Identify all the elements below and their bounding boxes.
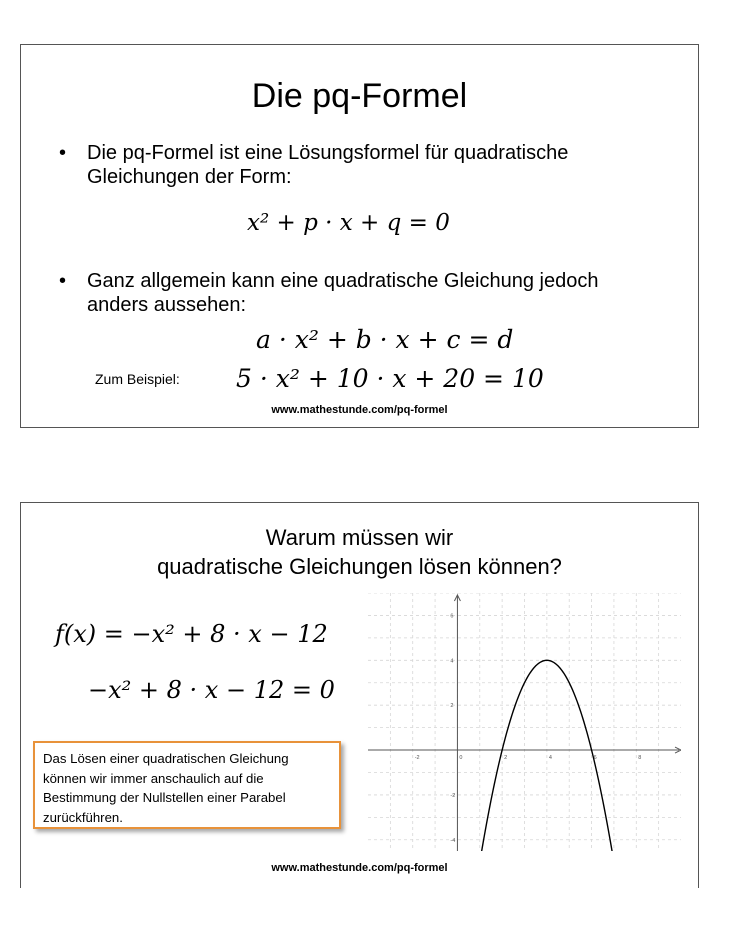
parabola-graph: [368, 593, 681, 851]
equation-text: −x² + 8 · x − 12 = 0: [88, 676, 335, 704]
x-tick-label: 4: [548, 755, 552, 762]
slide1-footer-link[interactable]: www.mathestunde.com/pq-formel: [271, 404, 448, 416]
bullet-general-form: [59, 269, 659, 319]
y-tick-label: 6: [450, 613, 454, 620]
slide-pq-formel: [20, 44, 699, 428]
parabola-chart-svg: [368, 593, 681, 851]
slide2-title-line2: quadratische Gleichungen lösen können?: [157, 554, 562, 579]
formula-example: [236, 364, 544, 393]
bullet2-text: Ganz allgemein kann eine quadratische Gleichung jedoch anders aussehen:: [87, 270, 599, 316]
function-definition: [55, 620, 328, 648]
equation-zero: [88, 676, 335, 704]
slide2-footer-link[interactable]: www.mathestunde.com/pq-formel: [271, 862, 448, 874]
slide-why-quadratic: [20, 502, 699, 888]
bullet1-text: Die pq-Formel ist eine Lösungsformel für quadratische Gleichungen der Form:: [87, 142, 569, 188]
bullet-pq-definition: [59, 141, 659, 191]
slide2-title-line1: Warum müssen wir: [265, 525, 454, 550]
formula-pq-text: x² + p · x + q = 0: [247, 210, 450, 236]
info-callout-box: Das Lösen einer quadratischen Gleichung können wir immer anschaulich auf die Bestimmung der Nullstellen einer Parabel zurückführen.: [33, 741, 341, 829]
slide2-title: [21, 523, 698, 581]
formula-general-text: a · x² + b · x + c = d: [256, 325, 514, 354]
y-tick-label: 4: [450, 658, 454, 665]
y-tick-label: -2: [450, 792, 456, 799]
x-tick-label: 8: [638, 755, 642, 762]
function-text: f(x) = −x² + 8 · x − 12: [55, 620, 328, 648]
x-tick-label: 6: [593, 755, 597, 762]
x-tick-label: -2: [414, 755, 420, 762]
y-tick-label: 2: [450, 703, 454, 710]
y-tick-label: -4: [450, 837, 456, 844]
formula-pq-normal-form: [247, 210, 450, 236]
x-tick-label: 2: [504, 755, 508, 762]
formula-general-form: [256, 325, 513, 354]
x-tick-label: 0: [459, 755, 463, 762]
bullet-dot-icon: •: [59, 142, 67, 164]
example-label: Zum Beispiel:: [95, 371, 180, 387]
formula-example-text: 5 · x² + 10 · x + 20 = 10: [236, 364, 544, 393]
bullet-dot-icon: •: [59, 270, 67, 292]
slide1-title: Die pq-Formel: [251, 77, 468, 115]
